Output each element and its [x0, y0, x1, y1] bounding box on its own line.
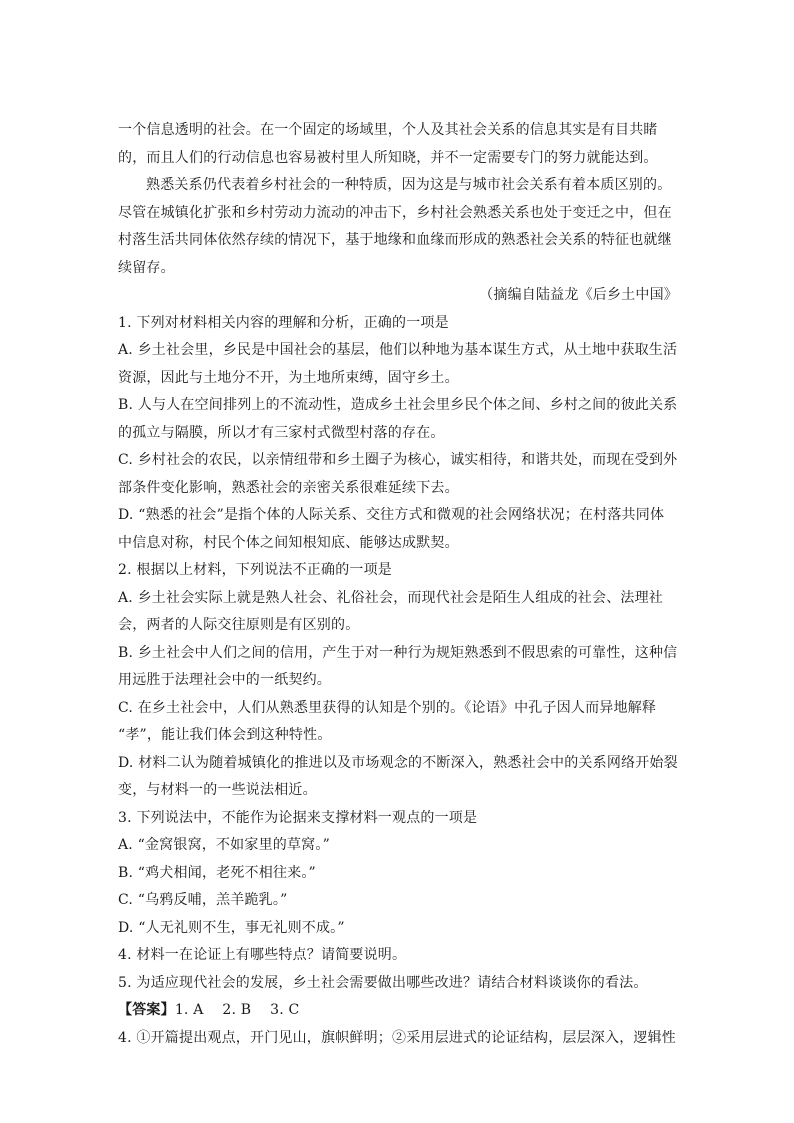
paragraph-line: 续留存。 [118, 259, 175, 276]
question-2-option-a-cont: 会，两者的人际交往原则是有区别的。 [118, 617, 360, 633]
question-2-stem: 2. 根据以上材料，下列说法不正确的一项是 [118, 562, 393, 578]
question-4-stem: 4. 材料一在论证上有哪些特点？请简要说明。 [118, 947, 407, 963]
question-3-option-c: C. “乌鸦反哺，羔羊跪乳。” [118, 892, 288, 908]
question-2-option-b-cont: 用远胜于法理社会中的一纸契约。 [118, 672, 331, 688]
paragraph-line: 村落生活共同体依然存续的情况下，基于地缘和血缘而形成的熟悉社会关系的特征也就继 [118, 232, 672, 248]
question-3-option-b: B. “鸡犬相闻，老死不相往来。” [118, 864, 316, 881]
question-1-option-a-cont: 资源，因此与土地分不开，为土地所束缚，固守乡土。 [118, 369, 459, 386]
question-2-option-c: C. 在乡土社会中，人们从熟悉里获得的认知是个别的。《论语》中孔子因人而异地解释 [118, 699, 657, 716]
question-2-option-b: B. 乡土社会中人们之间的信用，产生于对一种行为规矩熟悉到不假思索的可靠性，这种信 [118, 644, 678, 661]
paragraph-line: 一个信息透明的社会。在一个固定的场域里，个人及其社会关系的信息其实是有目共睹 [118, 122, 658, 138]
source-citation: （摘编自陆益龙《后乡土中国》 [479, 287, 678, 303]
paragraph-line: 的，而且人们的行动信息也容易被村里人所知晓，并不一定需要专门的努力就能达到。 [118, 149, 658, 166]
answer-q4-line: 4. ①开篇提出观点，开门见山，旗帜鲜明；②采用层进式的论证结构，层层深入，逻辑性 [118, 1029, 677, 1046]
question-3-option-d: D. “人无礼则不生，事无礼则不成。” [118, 919, 345, 936]
question-1-option-c: C. 乡村社会的农民，以亲情纽带和乡土圈子为核心，诚实相待，和谐共处，而现在受到外 [118, 452, 678, 468]
paragraph-line: 熟悉关系仍代表着乡村社会的一种特质，因为这是与城市社会关系有着本质区别的。 [146, 177, 672, 193]
question-2-option-a: A. 乡土社会实际上就是熟人社会、礼俗社会，而现代社会是陌生人组成的社会、法理社 [118, 589, 664, 606]
paragraph-line: 尽管在城镇化扩张和乡村劳动力流动的冲击下，乡村社会熟悉关系也处于变迁之中，但在 [118, 204, 672, 221]
question-2-option-d-cont: 变，与材料一的一些说法相近。 [118, 782, 317, 798]
question-2-option-c-cont: “孝”，能让我们体会到这种特性。 [118, 727, 332, 743]
answer-short: 1. A 2. B 3. C [174, 1002, 300, 1018]
question-1-stem: 1. 下列对材料相关内容的理解和分析，正确的一项是 [118, 314, 449, 331]
document-page [118, 117, 678, 1052]
question-3-option-a: A. “金窝银窝，不如家里的草窝。” [118, 837, 330, 853]
question-1-option-d: D. “熟悉的社会”是指个体的人际关系、交往方式和微观的社会网络状况；在村落共同体 [118, 507, 665, 523]
question-1-option-a: A. 乡土社会里，乡民是中国社会的基层，他们以种地为基本谋生方式，从土地中获取生活 [118, 342, 678, 358]
question-1-option-c-cont: 部条件变化影响，熟悉社会的亲密关系很难延续下去。 [118, 479, 459, 496]
question-3-stem: 3. 下列说法中，不能作为论据来支撑材料一观点的一项是 [118, 809, 478, 826]
answer-line [118, 997, 678, 1025]
question-1-option-b: B. 人与人在空间排列上的不流动性，造成乡土社会里乡民个体之间、乡村之间的彼此关系 [118, 397, 678, 413]
question-1-option-b-cont: 的孤立与隔膜，所以才有三家村式微型村落的存在。 [118, 424, 445, 441]
answer-tag: 【答案】 [118, 1002, 175, 1018]
question-5-stem: 5. 为适应现代社会的发展，乡土社会需要做出哪些改进？请结合材料谈谈你的看法。 [118, 974, 648, 991]
question-1-option-d-cont: 中信息对称，村民个体之间知根知底、能够达成默契。 [118, 534, 459, 551]
question-2-option-d: D. 材料二认为随着城镇化的推进以及市场观念的不断深入，熟悉社会中的关系网络开始裂 [118, 754, 678, 771]
